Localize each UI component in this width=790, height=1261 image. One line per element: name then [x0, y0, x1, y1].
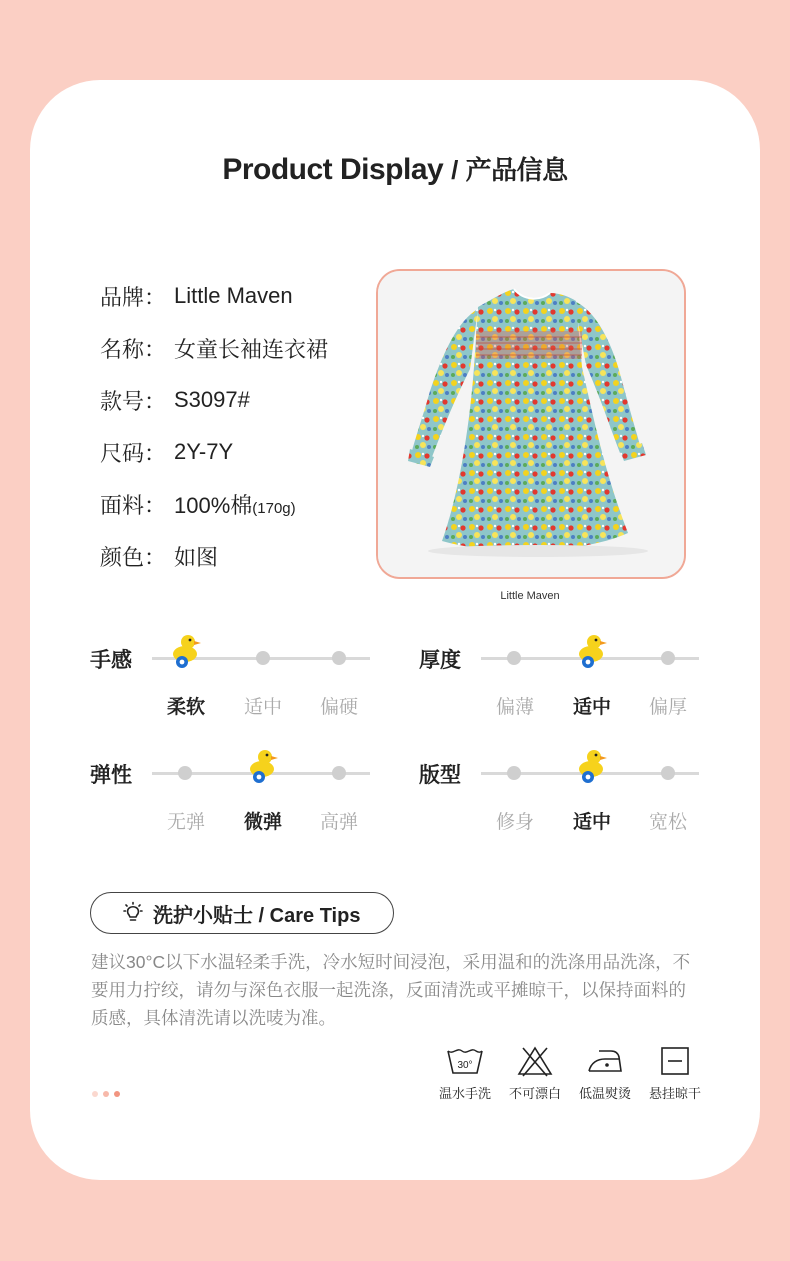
- fabric-value: 100%棉: [174, 492, 253, 518]
- care-symbol-label: 低温熨烫: [578, 1086, 631, 1101]
- spec-row-color: [100, 530, 328, 582]
- option-label: 偏薄: [495, 697, 534, 718]
- spec-key: 款号：: [100, 388, 167, 414]
- attribute-fit: [419, 759, 719, 839]
- scale-dot: [661, 651, 675, 665]
- spec-key: 尺码：: [100, 440, 167, 466]
- option-label: 无弹: [166, 812, 205, 833]
- scale-dot: [507, 651, 521, 665]
- hand-wash-30-icon: [445, 1045, 485, 1077]
- fabric-weight: (170g): [252, 499, 296, 517]
- care-symbol-label: 悬挂晾干: [648, 1086, 701, 1101]
- spec-row-style-number: [100, 374, 328, 426]
- pagination-dots: [92, 1091, 120, 1097]
- attribute-label: 版型: [419, 764, 461, 787]
- attribute-hand-feel: [90, 644, 390, 724]
- spec-key: 品牌：: [100, 284, 167, 310]
- option-label: 适中: [572, 697, 611, 718]
- spec-value: S3097#: [174, 387, 250, 412]
- care-symbol: [570, 1045, 640, 1102]
- option-label: 偏厚: [648, 697, 687, 718]
- care-symbol: [430, 1045, 500, 1102]
- title-english: Product Display: [222, 153, 444, 186]
- attribute-thickness: [419, 644, 719, 724]
- duck-marker-icon: [168, 632, 204, 670]
- attribute-label: 厚度: [419, 649, 461, 672]
- dot: [114, 1091, 120, 1097]
- attribute-label: 手感: [90, 649, 132, 672]
- care-symbol: [640, 1045, 710, 1102]
- spec-row-size: [100, 426, 328, 478]
- spec-value: [174, 489, 296, 520]
- spec-row-fabric: [100, 478, 328, 530]
- option-label: 高弹: [319, 812, 358, 833]
- floral-dress-image: [378, 271, 684, 577]
- hang-dry-icon: [655, 1045, 695, 1077]
- wash-temperature: 30°: [457, 1060, 473, 1071]
- product-photo: [376, 269, 686, 579]
- dot: [92, 1091, 98, 1097]
- option-label: 适中: [572, 812, 611, 833]
- option-label: 偏硬: [319, 697, 358, 718]
- spec-value: 2Y-7Y: [174, 439, 234, 464]
- scale-dot: [178, 766, 192, 780]
- option-label: 宽松: [648, 812, 687, 833]
- scale-dot: [332, 766, 346, 780]
- spec-key: 颜色：: [100, 544, 167, 570]
- care-symbol: [500, 1045, 570, 1102]
- spec-list: [100, 270, 328, 582]
- spec-row-brand: [100, 270, 328, 322]
- option-label: 微弹: [243, 812, 282, 833]
- option-label: 柔软: [166, 697, 205, 718]
- care-instructions: 建议30°C以下水温轻柔手洗，冷水短时间浸泡，采用温和的洗涤用品洗涤，不要用力拧绞，请勿与深色衣服一起洗涤，反面清洗或平摊晾干，以保持面料的质感，具体清洗请以洗唛为准。: [91, 952, 691, 1028]
- care-symbol-label: 温水手洗: [438, 1086, 491, 1101]
- care-tips-badge: [90, 892, 394, 934]
- duck-marker-icon: [245, 747, 281, 785]
- page-title: [0, 150, 790, 187]
- care-tips-label: 洗护小贴士 / Care Tips: [153, 904, 361, 927]
- title-separator: /: [451, 155, 458, 185]
- duck-marker-icon: [574, 747, 610, 785]
- spec-value: Little Maven: [174, 283, 293, 308]
- low-iron-icon: [585, 1045, 625, 1077]
- care-symbol-label: 不可漂白: [508, 1086, 561, 1101]
- spec-key: 名称：: [100, 336, 167, 362]
- spec-value: 女童长袖连衣裙: [174, 336, 329, 362]
- scale-dot: [661, 766, 675, 780]
- spec-row-name: [100, 322, 328, 374]
- option-label: 修身: [495, 812, 534, 833]
- scale-dot: [332, 651, 346, 665]
- spec-value: 如图: [174, 544, 219, 570]
- lightbulb-icon: [121, 901, 145, 925]
- title-chinese: 产品信息: [465, 155, 568, 185]
- option-label: 适中: [243, 697, 282, 718]
- scale-dot: [256, 651, 270, 665]
- dot: [103, 1091, 109, 1097]
- spec-key: 面料：: [100, 492, 167, 518]
- attribute-elasticity: [90, 759, 390, 839]
- attribute-label: 弹性: [90, 764, 132, 787]
- photo-caption: Little Maven: [500, 590, 560, 602]
- duck-marker-icon: [574, 632, 610, 670]
- no-bleach-icon: [515, 1045, 555, 1077]
- scale-dot: [507, 766, 521, 780]
- care-symbols: [430, 1045, 710, 1102]
